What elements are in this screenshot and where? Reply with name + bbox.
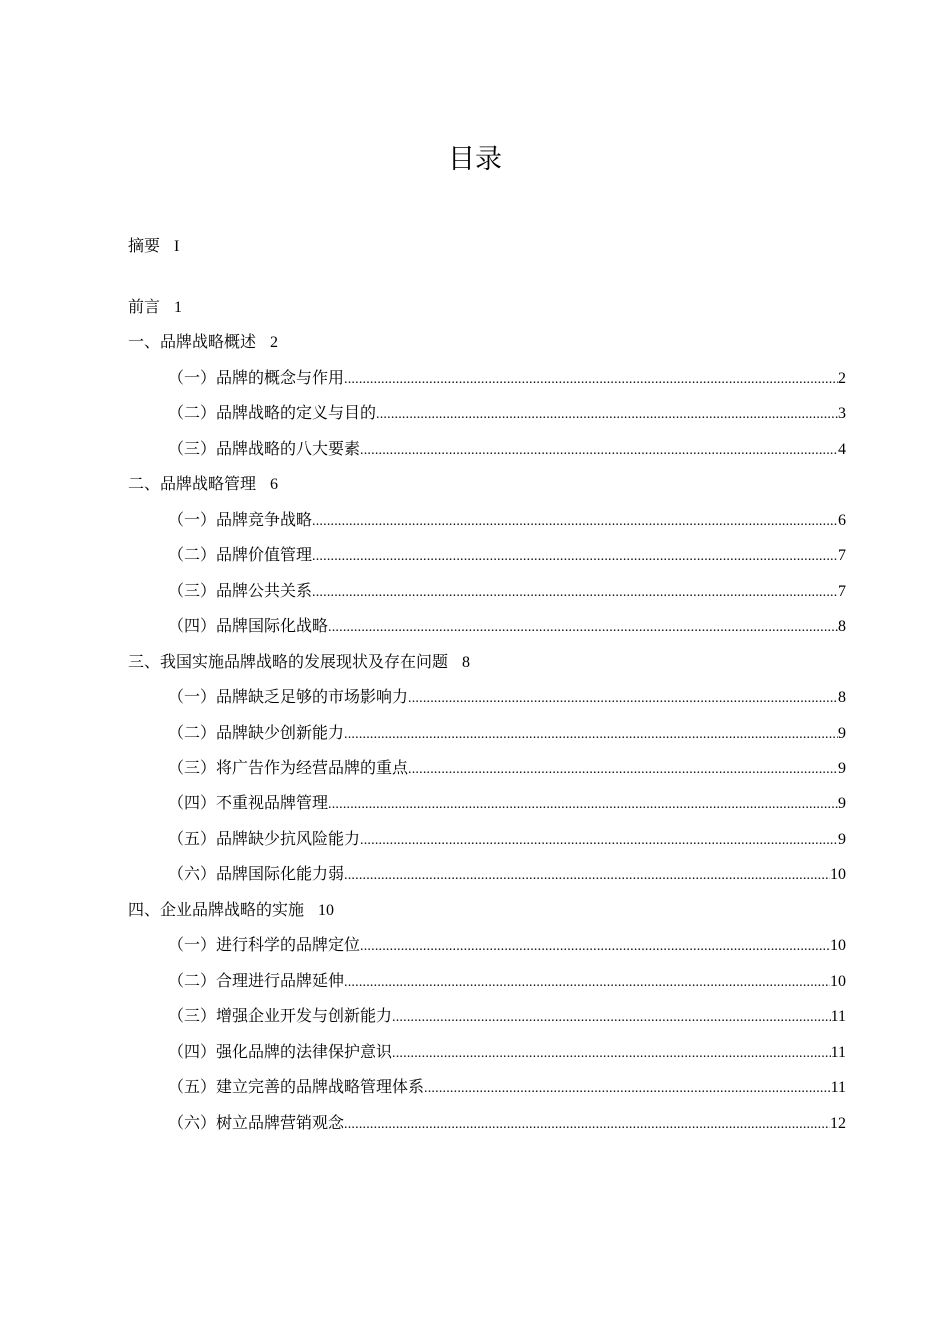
toc-dot-leader [344,864,830,888]
toc-entry-title: 摘要 [128,236,161,255]
toc-entry-page: 6 [838,512,846,529]
toc-entry-page: 12 [830,1115,846,1132]
toc-entry-1-3[interactable] [168,437,846,461]
toc-entry-title: （二）品牌缺少创新能力 [168,723,345,742]
toc-entry-2-1[interactable] [168,508,846,532]
toc-dot-leader [344,723,838,747]
toc-entry-page: 8 [838,689,846,706]
toc-entry-page: 9 [838,831,846,848]
page-title: 目录 [448,144,502,175]
toc-entry-title: （四）强化品牌的法律保护意识 [168,1042,393,1061]
toc-entry-title: （三）将广告作为经营品牌的重点 [168,758,409,777]
toc-entry-title: （一）品牌缺乏足够的市场影响力 [168,687,409,706]
toc-dot-leader [360,829,838,853]
toc-entry-page: 1 [174,299,183,316]
toc-entry-preface[interactable] [128,295,846,319]
toc-entry-page: 8 [462,654,471,671]
toc-entry-page: 10 [318,902,335,919]
toc-dot-leader [424,1077,831,1101]
toc-dot-leader [408,687,838,711]
toc-entry-page: 4 [838,441,846,458]
toc-entry-title: （三）增强企业开发与创新能力 [168,1006,393,1025]
toc-entry-abstract[interactable] [128,234,846,258]
toc-dot-leader [344,368,838,392]
toc-entry-page: 10 [830,866,846,883]
toc-entry-page: 10 [830,973,846,990]
toc-entry-chapter-1[interactable] [128,330,846,354]
toc-dot-leader [344,1113,830,1137]
toc-entry-page: 3 [838,405,846,422]
toc-dot-leader [312,510,838,534]
toc-dot-leader [312,545,838,569]
toc-entry-3-6[interactable] [168,862,846,886]
toc-dot-leader [376,403,838,427]
toc-entry-4-6[interactable] [168,1111,846,1135]
toc-entry-page: 8 [838,618,846,635]
toc-entry-3-4[interactable] [168,791,846,815]
toc-entry-chapter-4[interactable] [128,898,846,922]
toc-dot-leader [312,581,838,605]
toc-entry-page: 2 [270,334,279,351]
toc-dot-leader [392,1042,831,1066]
toc-entry-title: 一、品牌战略概述 [128,332,257,351]
toc-entry-4-1[interactable] [168,933,846,957]
toc-entry-title: （四）品牌国际化战略 [168,616,329,635]
toc-entry-title: （一）进行科学的品牌定位 [168,935,361,954]
toc-entry-page: 9 [838,725,846,742]
toc-entry-page: 11 [830,1008,846,1025]
toc-entry-page: 11 [830,1044,846,1061]
toc-entry-page: 9 [838,760,846,777]
toc-dot-leader [408,758,838,782]
toc-entry-4-2[interactable] [168,969,846,993]
toc-entry-1-1[interactable] [168,366,846,390]
toc-entry-page: 11 [830,1079,846,1096]
toc-entry-title: （二）品牌价值管理 [168,545,313,564]
toc-entry-title: （六）树立品牌营销观念 [168,1113,345,1132]
toc-entry-3-2[interactable] [168,721,846,745]
toc-entry-page: I [174,238,180,255]
toc-entry-title: 二、品牌战略管理 [128,474,257,493]
toc-dot-leader [360,935,830,959]
toc-entry-title: （五）建立完善的品牌战略管理体系 [168,1077,425,1096]
toc-entry-3-3[interactable] [168,756,846,780]
toc-entry-2-2[interactable] [168,543,846,567]
toc-entry-4-5[interactable] [168,1075,846,1099]
toc-entry-title: （六）品牌国际化能力弱 [168,864,345,883]
toc-dot-leader [360,439,838,463]
toc-dot-leader [328,616,838,640]
toc-entry-title: （一）品牌的概念与作用 [168,368,345,387]
toc-entry-title: （三）品牌战略的八大要素 [168,439,361,458]
toc-entry-page: 6 [270,476,279,493]
toc-dot-leader [392,1006,831,1030]
toc-entry-page: 7 [838,583,846,600]
toc-entry-title: 四、企业品牌战略的实施 [128,900,305,919]
toc-entry-title: （四）不重视品牌管理 [168,793,329,812]
toc-entry-title: （二）合理进行品牌延伸 [168,971,345,990]
toc-entry-3-1[interactable] [168,685,846,709]
toc-entry-2-3[interactable] [168,579,846,603]
toc-entry-title: （五）品牌缺少抗风险能力 [168,829,361,848]
toc-entry-2-4[interactable] [168,614,846,638]
toc-entry-title: （三）品牌公共关系 [168,581,313,600]
toc-entry-title: （一）品牌竞争战略 [168,510,313,529]
toc-entry-4-4[interactable] [168,1040,846,1064]
toc-entry-4-3[interactable] [168,1004,846,1028]
toc-entry-title: 前言 [128,297,161,316]
toc-entry-title: （二）品牌战略的定义与目的 [168,403,377,422]
toc-entry-1-2[interactable] [168,401,846,425]
toc-dot-leader [344,971,830,995]
toc-entry-page: 2 [838,370,846,387]
toc-dot-leader [328,793,838,817]
toc-entry-page: 9 [838,795,846,812]
toc-entry-chapter-3[interactable] [128,650,846,674]
toc-entry-page: 7 [838,547,846,564]
toc-entry-title: 三、我国实施品牌战略的发展现状及存在问题 [128,652,449,671]
toc-entry-page: 10 [830,937,846,954]
toc-entry-chapter-2[interactable] [128,472,846,496]
toc-entry-3-5[interactable] [168,827,846,851]
